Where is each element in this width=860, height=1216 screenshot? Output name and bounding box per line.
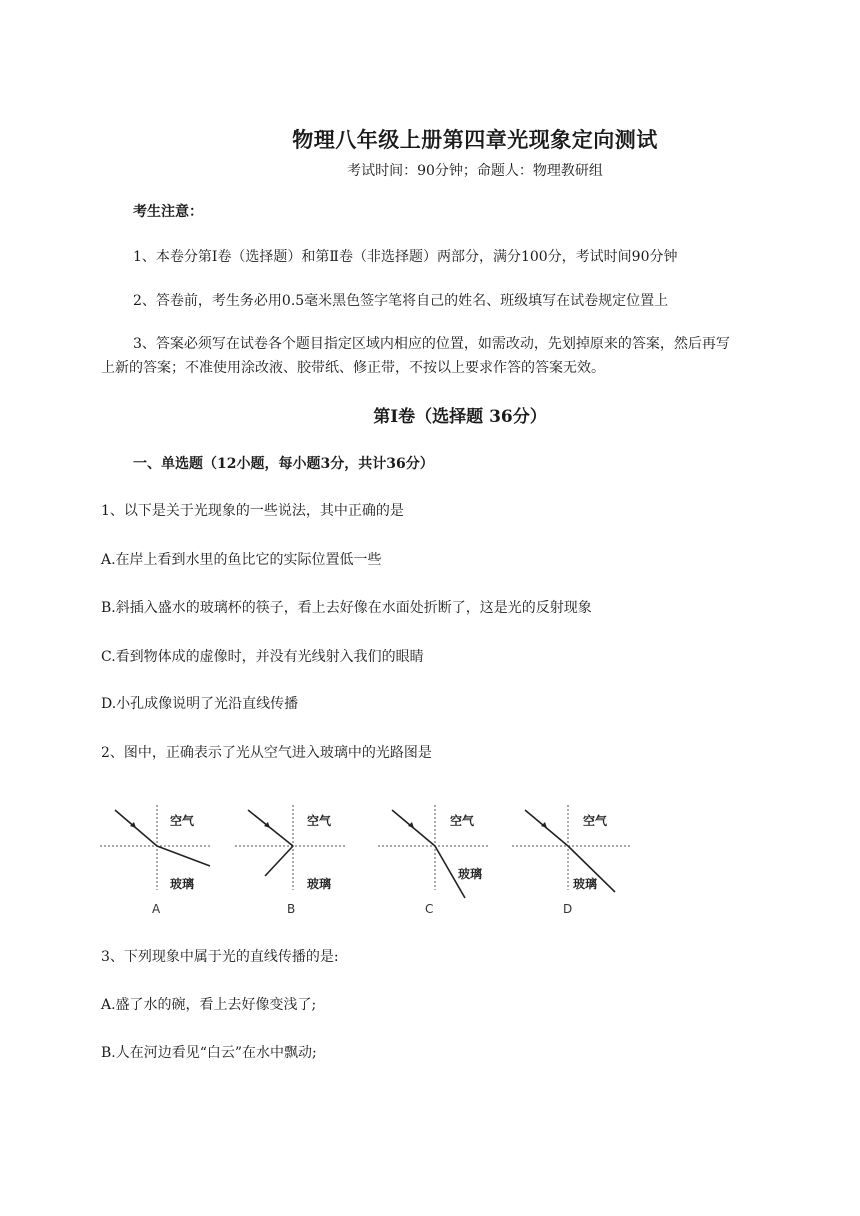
figure-a-refracted-ray — [157, 846, 210, 866]
figure-c — [378, 805, 490, 916]
exam-info: 考试时间：90分钟；命题人：物理教研组 — [347, 163, 603, 179]
figure-c-label: C — [425, 902, 434, 916]
figure-c-air-label: 空气 — [450, 814, 475, 828]
part-heading: 一、单选题（12小题，每小题3分，共计36分） — [133, 456, 434, 472]
figure-b-incident-ray — [248, 810, 293, 846]
figure-d-air-label: 空气 — [583, 814, 608, 828]
question-3-option-b: B.人在河边看见“白云”在水中飘动; — [101, 1045, 317, 1061]
figure-d-incident-ray — [525, 810, 568, 846]
page-title: 物理八年级上册第四章光现象定向测试 — [292, 127, 658, 152]
figure-a — [100, 805, 210, 916]
figure-b-refracted-ray — [265, 846, 293, 876]
question-3-option-a: A.盛了水的碗，看上去好像变浅了; — [101, 997, 317, 1013]
notice-heading: 考生注意： — [133, 204, 203, 220]
notice-item-2: 2、答卷前，考生务必用0.5毫米黑色签字笔将自己的姓名、班级填写在试卷规定位置上 — [133, 293, 669, 309]
question-1-option-b: B.斜插入盛水的玻璃杯的筷子，看上去好像在水面处折断了，这是光的反射现象 — [101, 600, 592, 616]
figure-b-label: B — [287, 902, 296, 916]
question-1-option-d: D.小孔成像说明了光沿直线传播 — [101, 696, 299, 712]
light-path-figures — [100, 800, 640, 920]
question-1-option-a: A.在岸上看到水里的鱼比它的实际位置低一些 — [101, 552, 382, 568]
figure-c-incident-ray — [392, 810, 435, 846]
figure-b-glass-label: 玻璃 — [307, 877, 332, 891]
question-1-stem: 1、以下是关于光现象的一些说法，其中正确的是 — [101, 503, 404, 519]
figure-c-glass-label: 玻璃 — [458, 867, 483, 881]
figure-a-label: A — [152, 902, 161, 916]
figure-a-air-label: 空气 — [170, 814, 195, 828]
figure-b — [235, 805, 345, 916]
question-3-stem: 3、下列现象中属于光的直线传播的是: — [101, 949, 339, 965]
section-title: 第Ⅰ卷（选择题 36分） — [373, 407, 547, 427]
figure-d-label: D — [563, 902, 573, 916]
question-2-stem: 2、图中，正确表示了光从空气进入玻璃中的光路图是 — [101, 745, 432, 761]
figure-b-air-label: 空气 — [307, 814, 332, 828]
notice-item-3: 3、答案必须写在试卷各个题目指定区域内相应的位置，如需改动，先划掉原来的答案，然后再写 — [133, 336, 730, 352]
figure-d — [512, 805, 630, 916]
question-1-option-c: C.看到物体成的虚像时，并没有光线射入我们的眼睛 — [101, 649, 424, 665]
figure-d-glass-label: 玻璃 — [573, 877, 598, 891]
figure-a-glass-label: 玻璃 — [170, 877, 195, 891]
notice-item-1: 1、本卷分第Ⅰ卷（选择题）和第Ⅱ卷（非选择题）两部分，满分100分，考试时间90分钟 — [133, 249, 678, 265]
notice-item-3-cont: 上新的答案；不准使用涂改液、胶带纸、修正带，不按以上要求作答的答案无效。 — [101, 360, 605, 376]
